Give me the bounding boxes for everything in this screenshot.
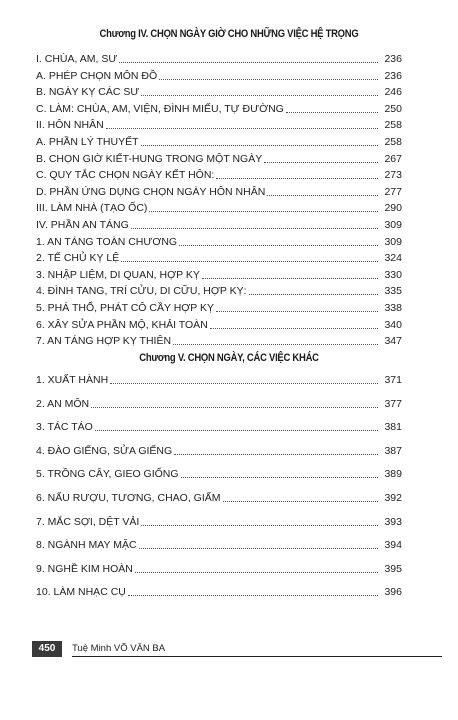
toc-entry-title: C. QUY TẮC CHỌN NGÀY KẾT HÔN: bbox=[36, 169, 215, 182]
dot-leader bbox=[149, 210, 378, 212]
toc-entry-page: 394 bbox=[384, 539, 402, 552]
toc-entry bbox=[36, 150, 402, 166]
dot-leader bbox=[223, 500, 378, 502]
toc-entry-title: 8. NGÀNH MAY MẶC bbox=[36, 539, 137, 552]
toc-entry bbox=[36, 489, 402, 505]
dot-leader bbox=[174, 453, 378, 455]
toc-entry bbox=[36, 50, 402, 66]
toc-entry-title: A. PHẦN LÝ THUYẾT bbox=[36, 136, 139, 148]
dot-leader bbox=[267, 194, 378, 196]
toc-entry-title: 4. ĐÀO GIẾNG, SỬA GIẾNG bbox=[36, 444, 173, 457]
dot-leader bbox=[264, 161, 378, 163]
toc-entry-page: 273 bbox=[384, 169, 402, 182]
toc-entry-title: A. PHÉP CHỌN MÔN ĐỒ bbox=[36, 69, 158, 82]
dot-leader bbox=[135, 571, 378, 573]
toc-entry bbox=[36, 83, 402, 99]
toc-entry-page: 277 bbox=[384, 185, 402, 198]
toc-entry-title: III. LÀM NHÀ (TẠO ỐC) bbox=[36, 202, 148, 215]
toc-entry-title: 7. AN TÁNG HỢP KỴ THIÊN bbox=[36, 335, 172, 348]
dot-leader bbox=[181, 476, 378, 478]
toc-entry bbox=[36, 442, 402, 458]
toc-entry bbox=[36, 371, 402, 387]
toc-entry-page: 395 bbox=[384, 562, 402, 575]
toc-entry-page: 236 bbox=[384, 69, 402, 82]
toc-entry bbox=[36, 513, 402, 529]
toc-entry-title: 6. XÂY SỬA PHẦN MỘ, KHẢI TOÀN bbox=[36, 318, 208, 331]
dot-leader bbox=[216, 310, 378, 312]
dot-leader bbox=[286, 111, 378, 113]
toc-entry-page: 347 bbox=[384, 335, 402, 348]
dot-leader bbox=[128, 594, 378, 596]
toc-entry-title: 5. TRỒNG CÂY, GIEO GIỐNG bbox=[36, 468, 179, 481]
dot-leader bbox=[141, 94, 378, 96]
toc-entry bbox=[36, 418, 402, 434]
toc-entry bbox=[36, 316, 402, 332]
toc-entry bbox=[36, 67, 402, 83]
dot-leader bbox=[210, 327, 378, 329]
toc-entry bbox=[36, 249, 402, 265]
toc-entry bbox=[36, 560, 402, 576]
toc-entry bbox=[36, 266, 402, 282]
toc-entry bbox=[36, 183, 402, 199]
dot-leader bbox=[249, 293, 378, 295]
toc-entry bbox=[36, 395, 402, 411]
dot-leader bbox=[110, 382, 378, 384]
toc-entry-title: IV. PHẦN AN TÁNG bbox=[36, 219, 129, 231]
toc-entry-page: 267 bbox=[384, 152, 402, 165]
toc-entry-page: 324 bbox=[384, 252, 402, 265]
toc-entry-page: 335 bbox=[384, 285, 402, 298]
toc-entry-page: 393 bbox=[384, 515, 402, 528]
dot-leader bbox=[139, 547, 378, 549]
toc-entry bbox=[36, 216, 402, 232]
toc-entry-title: B. CHỌN GIỜ KIẾT-HUNG TRONG MỘT NGÀY bbox=[36, 152, 263, 165]
toc-entry-title: B. NGÀY KỴ CÁC SƯ bbox=[36, 86, 140, 99]
toc-entry-title: 2. TẾ CHỦ KỴ LỆ bbox=[36, 252, 120, 265]
toc-entry-title: 5. PHÁ THỔ, PHÁT CÔ CẦY HỢP KỴ bbox=[36, 302, 215, 314]
toc-entry-page: 371 bbox=[384, 374, 402, 386]
toc-entry-title: 4. ĐÌNH TANG, TRÍ CỬU, DI CỮU, HỢP KỴ: bbox=[36, 285, 247, 298]
toc-entry-title: 7. MẮC SỢI, DỆT VẢI bbox=[36, 515, 140, 528]
page-footer bbox=[24, 641, 444, 659]
dot-leader bbox=[91, 406, 378, 408]
toc-entry-title: 10. LÀM NHẠC CỤ bbox=[36, 586, 126, 599]
dot-leader bbox=[121, 260, 378, 262]
toc-entry-page: 309 bbox=[384, 235, 402, 248]
dot-leader bbox=[131, 227, 378, 229]
toc-entry bbox=[36, 100, 402, 116]
toc-entry-page: 392 bbox=[384, 492, 402, 504]
toc-entry bbox=[36, 583, 402, 599]
dot-leader bbox=[216, 177, 378, 179]
toc-entry bbox=[36, 116, 402, 132]
dot-leader bbox=[119, 61, 378, 63]
toc-entry bbox=[36, 166, 402, 182]
chapter-4-title: Chương IV. CHỌN NGÀY GIỜ CHO NHỮNG VIỆC HỆ TRỌNG bbox=[99, 28, 359, 40]
toc-entry-page: 381 bbox=[384, 421, 402, 434]
toc-entry-page: 309 bbox=[384, 219, 402, 231]
toc-entry bbox=[36, 299, 402, 315]
dot-leader bbox=[159, 78, 378, 80]
toc-entry-title: I. CHÙA, AM, SƯ bbox=[36, 53, 118, 65]
toc-entry-title: 3. NHẬP LIỆM, DI QUAN, HỢP KỴ bbox=[36, 268, 200, 281]
dot-leader bbox=[95, 429, 378, 431]
footer-rule bbox=[72, 656, 442, 657]
toc-entry bbox=[36, 199, 402, 215]
toc-entry-title: 3. TÁC TÁO bbox=[36, 421, 93, 434]
toc-entry bbox=[36, 233, 402, 249]
toc-entry-title: 1. AN TÁNG TOÀN CHƯƠNG bbox=[36, 235, 178, 248]
dot-leader bbox=[141, 144, 379, 146]
toc-entry-page: 258 bbox=[384, 136, 402, 148]
toc-entry-page: 250 bbox=[384, 102, 402, 115]
toc-entry-page: 377 bbox=[384, 397, 402, 410]
toc-entry-page: 258 bbox=[384, 119, 402, 132]
toc-entry-title: D. PHẦN ỨNG DỤNG CHỌN NGÀY HÔN NHÂN bbox=[36, 185, 266, 198]
toc-entry bbox=[36, 133, 402, 149]
toc-entry-title: 6. NẤU RƯỢU, TƯƠNG, CHAO, GIẤM bbox=[36, 492, 221, 504]
toc-entry-title: C. LÀM: CHÙA, AM, VIỆN, ĐÌNH MIẾU, TỰ ĐƯỜNG bbox=[36, 102, 284, 115]
toc-entry bbox=[36, 332, 402, 348]
toc-entry bbox=[36, 536, 402, 552]
dot-leader bbox=[106, 127, 378, 129]
dot-leader bbox=[179, 244, 378, 246]
toc-entry-title: 2. AN MÔN bbox=[36, 397, 90, 410]
dot-leader bbox=[202, 277, 378, 279]
dot-leader bbox=[141, 524, 378, 526]
toc-entry-page: 338 bbox=[384, 302, 402, 314]
toc-entry-title: II. HÔN NHÂN bbox=[36, 119, 104, 132]
author-name: Tuệ Minh VÕ VĂN BA bbox=[72, 643, 166, 654]
toc-entry-page: 396 bbox=[384, 586, 402, 599]
chapter-5-title: Chương V. CHỌN NGÀY, CÁC VIỆC KHÁC bbox=[139, 352, 319, 364]
toc-entry-page: 387 bbox=[384, 444, 402, 457]
toc-entry-page: 330 bbox=[384, 268, 402, 281]
toc-entry-title: 1. XUẤT HÀNH bbox=[36, 374, 109, 386]
toc-entry-page: 246 bbox=[384, 86, 402, 99]
toc-entry-page: 389 bbox=[384, 468, 402, 481]
toc-entry bbox=[36, 465, 402, 481]
page-number: 450 bbox=[32, 641, 62, 657]
toc-entry-page: 340 bbox=[384, 318, 402, 331]
toc-entry-page: 236 bbox=[384, 53, 402, 65]
toc-entry bbox=[36, 282, 402, 298]
toc-entry-page: 290 bbox=[384, 202, 402, 215]
dot-leader bbox=[173, 343, 378, 345]
toc-entry-title: 9. NGHỀ KIM HOÀN bbox=[36, 562, 133, 575]
